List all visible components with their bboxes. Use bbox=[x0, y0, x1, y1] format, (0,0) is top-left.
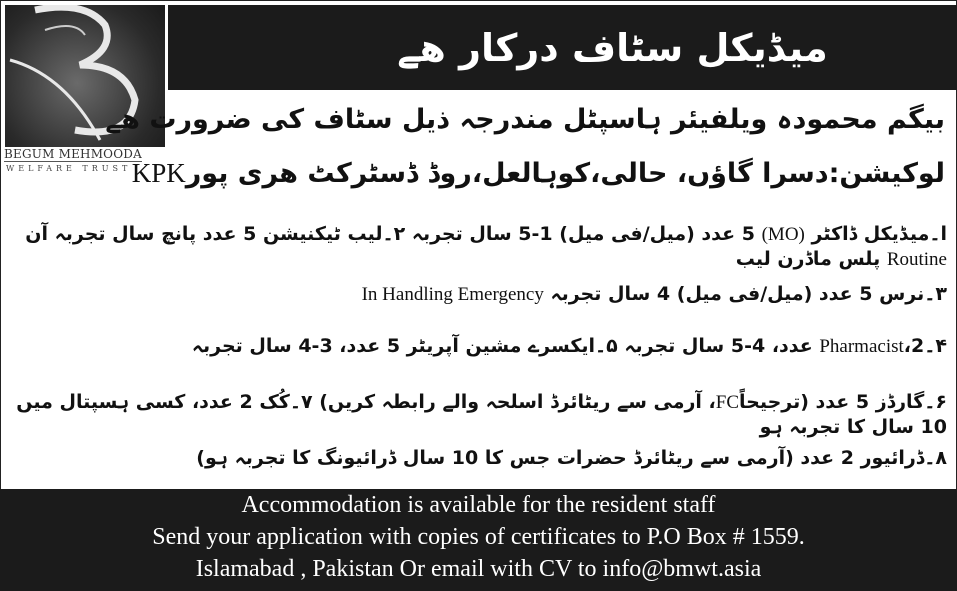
logo-subtitle: WELFARE TRUST bbox=[6, 164, 132, 173]
item-en: (MO) bbox=[761, 224, 805, 245]
location-region: KPK bbox=[131, 158, 186, 188]
job-item-6 bbox=[10, 390, 947, 439]
logo-name: BEGUM MEHMOODA bbox=[4, 147, 142, 161]
ad-title: میڈیکل سٹاف درکار ھے bbox=[397, 25, 828, 70]
location-text: لوکیشن:دسرا گاؤں، حالی،کوہالعل،روڈ ڈسٹرکٹ ھری پور bbox=[185, 158, 945, 189]
item-en: FC bbox=[715, 392, 740, 413]
item-text: ، آرمی سے ریٹائرڈ اسلحہ والے رابطہ کریں) ۷۔کُک 2 عدد، کسی ہسپتال میں 10 سال کا تجربہ ہو bbox=[16, 391, 947, 438]
item-text: ۶۔گارڈز 5 عدد (ترجیحاً bbox=[739, 391, 947, 413]
footer-application: Send your application with copies of certificates to P.O Box # 1559. bbox=[152, 524, 805, 550]
item-en: Routine bbox=[886, 249, 947, 270]
item-en: In Handling Emergency bbox=[361, 284, 544, 305]
job-item-4 bbox=[10, 334, 947, 359]
item-text: ۸۔ڈرائیور 2 عدد (آرمی سے ریٹائرڈ حضرات جس کا 10 سال ڈرائیونگ کا تجربہ ہو) bbox=[196, 447, 947, 469]
item-text: 5 عدد (میل/فی میل) 1-5 سال تجربہ ۲۔لیب ٹیکنیشن 5 عدد پانچ سال تجربہ آن bbox=[25, 223, 755, 245]
item-text: ۳۔نرس 5 عدد (میل/فی میل) 4 سال تجربہ bbox=[550, 283, 947, 305]
job-item-1 bbox=[10, 222, 947, 272]
item-en: Pharmacist bbox=[819, 336, 904, 357]
job-item-3 bbox=[10, 282, 947, 307]
item-text: ۴۔ bbox=[924, 335, 947, 357]
footer-accommodation: Accommodation is available for the resident staff bbox=[241, 492, 716, 518]
item-text: پلس ماڈرن لیب bbox=[735, 248, 881, 270]
header-bar bbox=[168, 5, 957, 90]
footer-contact: Islamabad , Pakistan Or email with CV to info@bmwt.asia bbox=[195, 556, 762, 582]
job-item-8 bbox=[10, 446, 947, 470]
item-text: ،2 عدد، 4-5 سال تجربہ ۵۔ایکسرے مشین آپریٹر 5 عدد، 3-4 سال تجربہ bbox=[191, 335, 925, 357]
footer-bar bbox=[0, 489, 957, 591]
item-text: ا۔میڈیکل ڈاکٹر bbox=[811, 223, 947, 245]
intro-line: بیگم محمودہ ویلفیئر ہاسپٹل مندرجہ ذیل سٹاف کی ضرورت ھے bbox=[105, 104, 945, 135]
location-line bbox=[132, 158, 945, 189]
